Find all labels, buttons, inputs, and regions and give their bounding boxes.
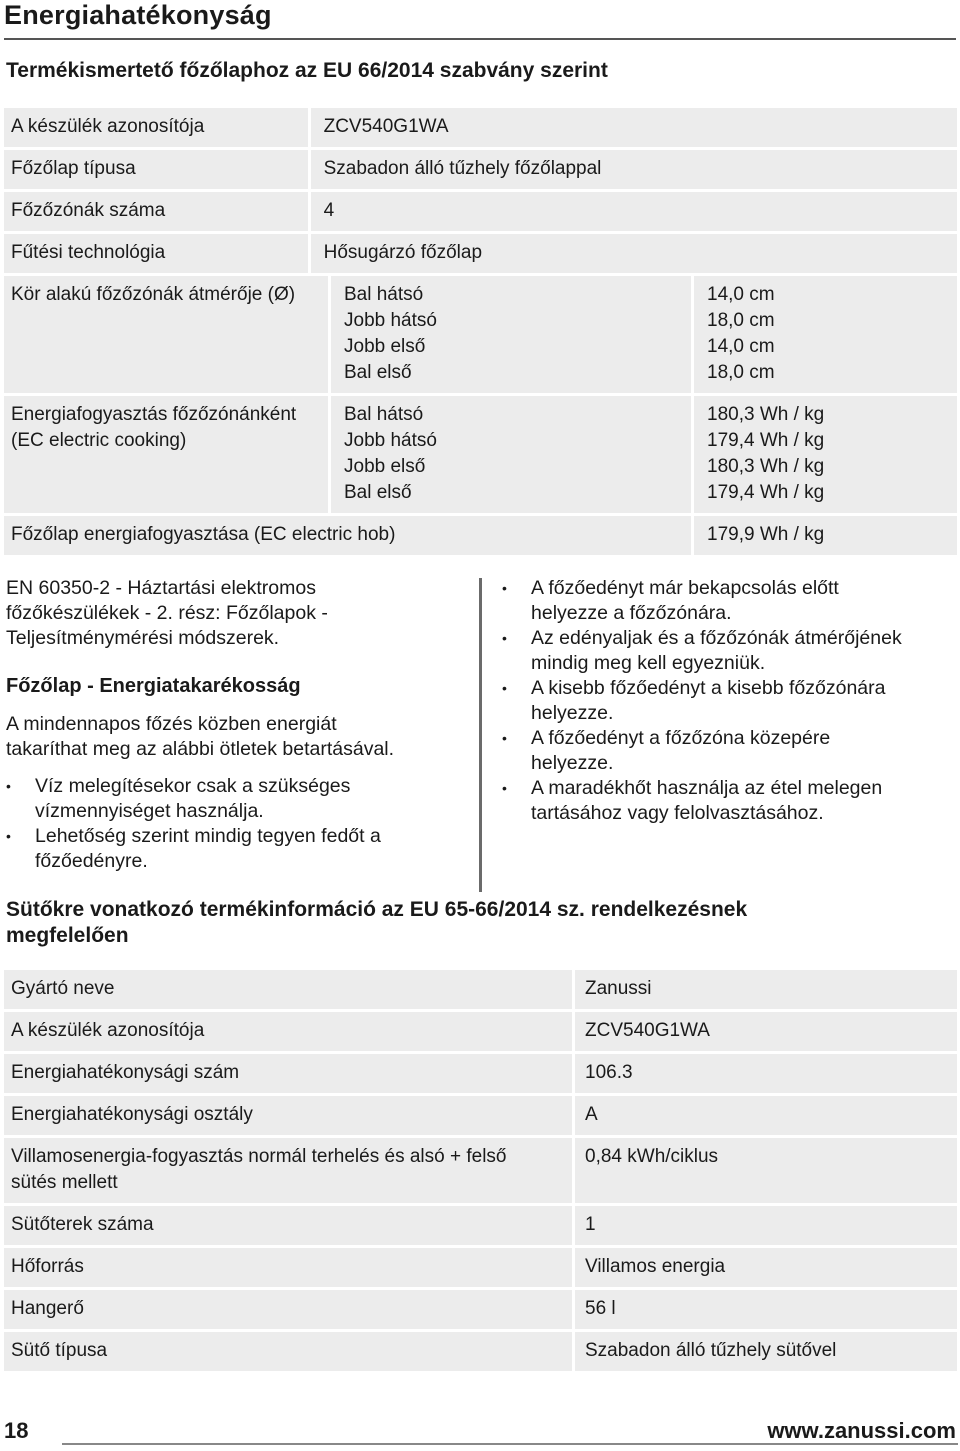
table-row: [4, 1093, 957, 1135]
text-line: Teljesítménymérési módszerek.: [6, 627, 280, 649]
text-line: főzőkészülékek - 2. rész: Főzőlapok -: [6, 602, 328, 624]
row-value: 106.3: [585, 1062, 633, 1083]
row-value: 4: [323, 200, 335, 221]
row-value: Villamos energia: [585, 1256, 726, 1277]
energy-hob-label: Főzőlap energiafogyasztása (EC electric hob): [11, 524, 396, 545]
text-line: helyezze a főzőzónára.: [531, 602, 732, 624]
table-row: [4, 970, 957, 1009]
title-line: megfelelően: [6, 924, 129, 947]
tips-list-left: [6, 774, 466, 874]
zone-name: Bal hátsó: [344, 284, 424, 305]
label-line: Energiafogyasztás főzőzónánként: [11, 404, 297, 425]
oven-info-table: [4, 970, 957, 1371]
table-row: [4, 1329, 957, 1371]
label-line: sütés mellett: [11, 1172, 118, 1193]
list-item: [6, 774, 466, 824]
oven-section-title: [6, 897, 906, 949]
energy-values: [691, 396, 957, 513]
zone-name: Jobb hátsó: [344, 430, 437, 451]
diameter-values: [691, 276, 957, 393]
row-label: Hangerő: [4, 1290, 575, 1329]
row-label: Főzőzónák száma: [4, 192, 311, 231]
row-value: ZCV540G1WA: [323, 116, 449, 137]
zone-value: 180,3 Wh / kg: [707, 456, 825, 477]
page-title: Energiahatékonyság: [4, 0, 272, 30]
row-label: Hőforrás: [4, 1248, 575, 1287]
diameter-zones: [331, 276, 691, 393]
list-item: [502, 776, 958, 826]
tips-list-right: [502, 576, 958, 826]
table-row: [4, 1203, 957, 1245]
table-row: [4, 1287, 957, 1329]
text-line: helyezze.: [531, 752, 614, 774]
text-line: mindig meg kell egyezniük.: [531, 652, 766, 674]
table-row: [4, 108, 957, 147]
zone-value: 179,4 Wh / kg: [707, 430, 825, 451]
row-value: A: [585, 1104, 598, 1125]
hob-section-title: Termékismertető főzőlaphoz az EU 66/2014 szabvány szerint: [6, 59, 608, 82]
table-row: [4, 147, 957, 189]
energy-zone-row: [4, 393, 957, 513]
hob-info-table: [4, 108, 957, 555]
row-label: Sütő típusa: [4, 1332, 575, 1371]
table-row: [4, 1009, 957, 1051]
label-line: (EC electric cooking): [11, 430, 187, 451]
row-label: A készülék azonosítója: [4, 108, 311, 147]
diameter-row: [4, 273, 957, 393]
row-value: Hősugárzó főzőlap: [323, 242, 483, 263]
page-number: 18: [4, 1418, 29, 1443]
text-line: • A főzőedényt már bekapcsolás előtt: [531, 577, 839, 599]
text-line: • Az edényaljak és a főzőzónák átmérőjének: [531, 627, 902, 649]
row-value: ZCV540G1WA: [585, 1020, 710, 1041]
energy-hob-row: [4, 513, 957, 555]
column-divider: [479, 578, 482, 892]
zone-name: Bal hátsó: [344, 404, 424, 425]
zone-name: Bal első: [344, 482, 412, 503]
zone-value: 179,4 Wh / kg: [707, 482, 825, 503]
text-line: helyezze.: [531, 702, 614, 724]
diameter-label: Kör alakú főzőzónák átmérője (Ø): [4, 276, 331, 393]
energy-hob-value: 179,9 Wh / kg: [691, 516, 957, 555]
text-line: takaríthat meg az alábbi ötletek betartásával.: [6, 738, 395, 760]
text-line: • A maradékhőt használja az étel melegen: [531, 777, 883, 799]
row-label: Energiahatékonysági osztály: [4, 1096, 575, 1135]
zone-name: Jobb első: [344, 456, 426, 477]
table-row: [4, 189, 957, 231]
table-row: [4, 1245, 957, 1287]
row-label: Sütőterek száma: [4, 1206, 575, 1245]
zone-value: 18,0 cm: [707, 362, 775, 383]
title-line: Sütőkre vonatkozó termékinformáció az EU 65-66/2014 sz. rendelkezésnek: [6, 898, 748, 921]
row-label: Energiahatékonysági szám: [4, 1054, 575, 1093]
text-line: főzőedényre.: [35, 850, 148, 872]
row-value: Zanussi: [585, 978, 652, 999]
row-label: Fűtési technológia: [4, 234, 311, 273]
table-row: [4, 1135, 957, 1203]
table-row: [4, 231, 957, 273]
title-divider: [4, 38, 956, 40]
energy-zone-label: [4, 396, 331, 513]
row-value: Szabadon álló tűzhely sütővel: [585, 1340, 837, 1361]
zone-name: Jobb első: [344, 336, 426, 357]
row-label: A készülék azonosítója: [4, 1012, 575, 1051]
right-column: [502, 576, 958, 826]
energy-saving-heading: Főzőlap - Energiatakarékosság: [6, 675, 301, 697]
list-item: [502, 726, 958, 776]
row-label: [4, 1138, 575, 1203]
row-value: 0,84 kWh/ciklus: [585, 1146, 719, 1167]
text-line: tartásához vagy felolvasztásához.: [531, 802, 824, 824]
row-value: Szabadon álló tűzhely főzőlappal: [323, 158, 602, 179]
zone-value: 14,0 cm: [707, 336, 775, 357]
text-line: • A főzőedényt a főzőzóna közepére: [531, 727, 831, 749]
energy-zones: [331, 396, 691, 513]
zone-value: 18,0 cm: [707, 310, 775, 331]
table-row: [4, 1051, 957, 1093]
row-label: Főzőlap típusa: [4, 150, 311, 189]
zone-name: Jobb hátsó: [344, 310, 437, 331]
zone-value: 14,0 cm: [707, 284, 775, 305]
row-label: Gyártó neve: [4, 970, 575, 1009]
text-line: A mindennapos főzés közben energiát: [6, 713, 337, 735]
list-item: [6, 824, 466, 874]
list-item: [502, 676, 958, 726]
intro-text: [6, 712, 466, 762]
left-column: [6, 576, 466, 874]
text-line: vízmennyiséget használja.: [35, 800, 264, 822]
list-item: [502, 626, 958, 676]
text-line: • Víz melegítésekor csak a szükséges: [35, 775, 351, 797]
zone-value: 180,3 Wh / kg: [707, 404, 825, 425]
list-item: [502, 576, 958, 626]
standard-text: [6, 576, 466, 651]
text-line: • Lehetőség szerint mindig tegyen fedőt a: [35, 825, 381, 847]
row-value: 56 l: [585, 1298, 616, 1319]
text-line: EN 60350-2 - Háztartási elektromos: [6, 577, 316, 599]
website-link[interactable]: www.zanussi.com: [767, 1418, 956, 1443]
text-line: • A kisebb főzőedényt a kisebb főzőzónára: [531, 677, 886, 699]
zone-name: Bal első: [344, 362, 412, 383]
label-line: Villamosenergia-fogyasztás normál terhelés és alsó + felső: [11, 1146, 507, 1167]
row-value: 1: [585, 1214, 596, 1235]
